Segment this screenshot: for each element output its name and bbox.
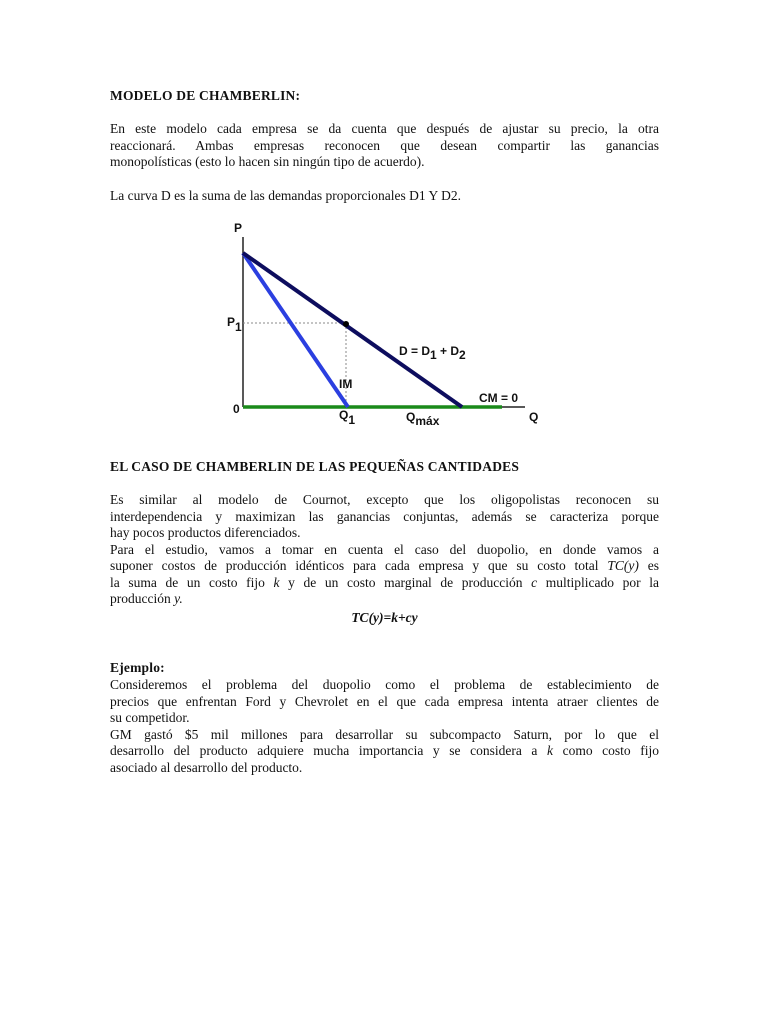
origin-label: 0: [233, 402, 240, 416]
paragraph-curve-d: [110, 188, 659, 205]
paragraph-cournot: [110, 492, 659, 608]
text-line: La curva D es la suma de las demandas proporcionales D1 Y D2.: [110, 188, 462, 203]
im-label: IM: [339, 377, 353, 391]
q1-label: Q1: [339, 408, 356, 427]
section-title-small-quantities: EL CASO DE CHAMBERLIN DE LAS PEQUEÑAS CANTIDADES: [110, 459, 520, 474]
diagram-svg: [215, 215, 555, 430]
text-line: asociado al desarrollo del producto.: [110, 759, 303, 775]
example-title: Ejemplo:: [110, 660, 165, 675]
axis-p-label: P: [234, 221, 243, 235]
text-line: producción y.: [110, 591, 183, 606]
qmax-label: Qmáx: [406, 410, 440, 428]
text-line: desarrollo del producto adquiere mucha importancia y se considera a k como costo fijo: [110, 743, 659, 758]
chamberlin-diagram: [215, 215, 555, 430]
cm-label: CM = 0: [479, 391, 519, 405]
text-line: monopolísticas (esto lo hacen sin ningún tipo de acuerdo).: [110, 154, 425, 169]
section-title-chamberlin: MODELO DE CHAMBERLIN:: [110, 88, 301, 103]
equilibrium-point: [343, 321, 349, 327]
demand-line: [243, 253, 462, 407]
text-line: precios que enfrentan Ford y Chevrolet en el que cada empresa intenta atraer clientes de: [110, 693, 659, 709]
text-line: interdependencia y maximizan las ganancias conjuntas, además se caracteriza porque: [110, 508, 659, 524]
text-line: Consideremos el problema del duopolio como el problema de establecimiento de: [110, 677, 659, 692]
text-line: reaccionará. Ambas empresas reconocen que desean compartir las ganancias: [110, 137, 659, 153]
text-line: su competidor.: [110, 710, 190, 725]
text-line: En este modelo cada empresa se da cuenta que después de ajustar su precio, la otra: [110, 121, 659, 136]
demand-label: D = D1 + D2: [399, 344, 466, 362]
text-line: la suma de un costo fijo k y de un costo marginal de producción c multiplicado por la: [110, 574, 659, 590]
text-line: hay pocos productos diferenciados.: [110, 525, 301, 540]
paragraph-intro: [110, 121, 659, 171]
paragraph-example: [110, 677, 659, 776]
im-line: [243, 253, 348, 407]
p1-label: P1: [227, 315, 242, 334]
text-line: suponer costos de producción idénticos para cada empresa y que su costo total TC(y) es: [110, 558, 660, 573]
cost-formula: TC(y)=k+cy: [351, 610, 418, 625]
text-line: GM gastó $5 mil millones para desarrollar su subcompacto Saturn, por lo que el: [110, 726, 659, 742]
text-line: Para el estudio, vamos a tomar en cuenta el caso del duopolio, en donde vamos a: [110, 541, 659, 557]
text-line: Es similar al modelo de Cournot, excepto que los oligopolistas reconocen su: [110, 492, 659, 507]
axis-q-label: Q: [529, 410, 539, 424]
